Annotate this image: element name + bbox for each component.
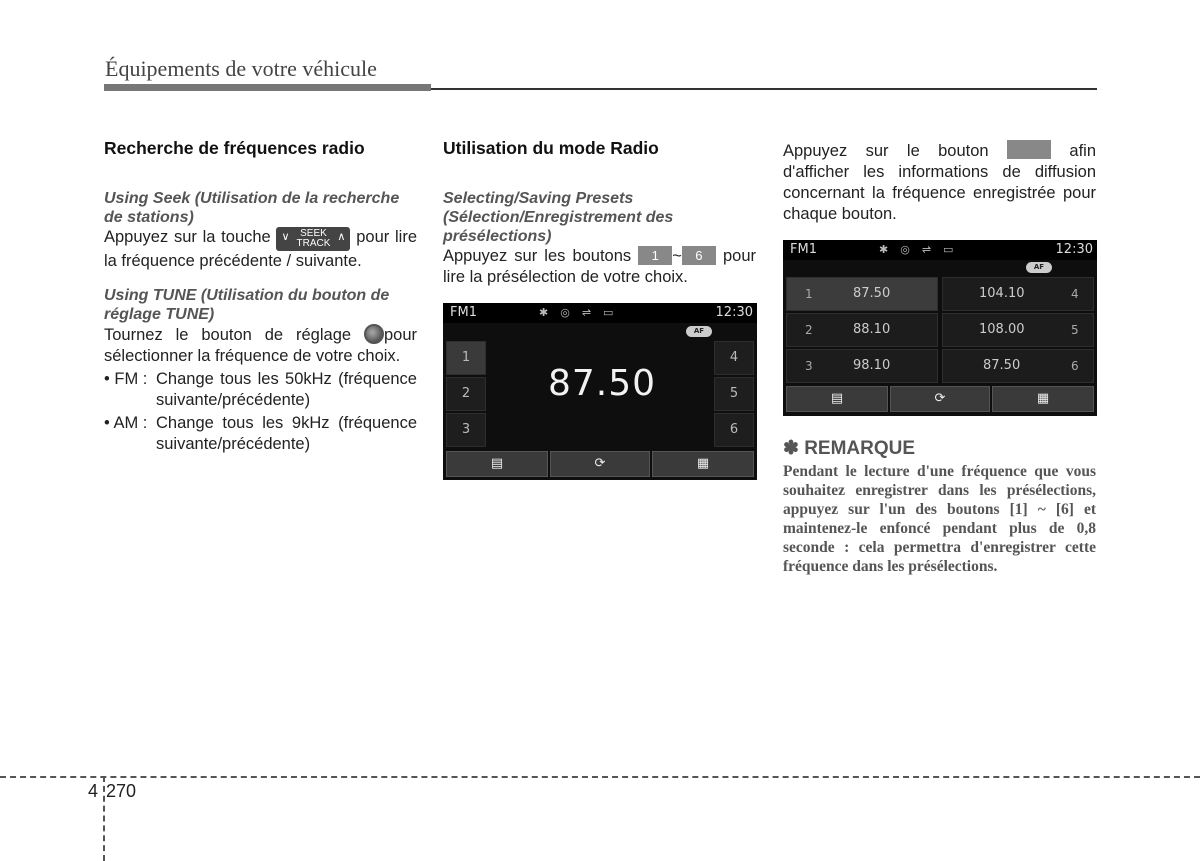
section-heading-radio-search: Recherche de fréquences radio [104,138,365,158]
radio-scan-icon: ⟳ [934,391,946,406]
subheading-seek: Using Seek (Utilisation de la recherche de stations) [104,190,400,226]
preset-row-3[interactable] [786,349,938,383]
tune-knob-icon [364,324,384,344]
scan-button[interactable] [890,386,990,412]
preset-key-last: 6 [682,246,716,265]
preset-number: 5 [1071,323,1079,337]
clock: 12:30 [715,305,753,320]
preset-row-4[interactable] [942,277,1094,311]
bullet-am [104,413,417,455]
preset-row-5[interactable] [942,313,1094,347]
current-frequency: 87.50 [548,363,657,404]
preset-button-6[interactable]: 6 [714,413,754,447]
page-number-value: 270 [106,781,137,801]
usb-icon: ⇌ [921,243,944,256]
clock: 12:30 [1055,242,1093,257]
footer-rule [0,776,1200,778]
info-button[interactable] [786,386,888,412]
preset-number: 2 [805,323,813,337]
battery-icon: ▭ [603,306,626,319]
column-middle [443,138,756,288]
tune-paragraph [104,324,417,367]
bullet-fm [104,369,417,411]
presets-text-after: pour lire la présélection de votre choix. [443,247,756,286]
remark-block [783,416,1096,576]
preset-frequency: 87.50 [853,286,891,301]
seek-paragraph [104,227,417,272]
bluetooth-icon: ✱ [879,243,901,256]
band-label: FM1 [450,305,477,320]
presets-paragraph [443,246,756,288]
status-icons [539,306,625,319]
grid-menu-icon: ▦ [1036,391,1050,406]
remark-title: ✽ REMARQUE [783,438,916,459]
info-key-icon [1007,140,1051,159]
subheading-presets: Selecting/Saving Presets (Sélection/Enregistrement des présélections) [443,190,674,245]
preset-frequency: 104.10 [979,286,1025,301]
seek-track-key [276,227,350,251]
tune-text-after: pour sélectionner la fréquence de votre choix. [104,326,417,365]
info-text-after: afin d'afficher les informations de diffusion concernant la fréquence enregistrée pour chaque bouton. [783,142,1096,223]
presets-text-before: Appuyez sur les boutons [443,247,632,265]
seek-text-after: pour lire la fréquence précédente / suivante. [104,228,417,270]
grid-menu-icon: ▦ [696,456,710,471]
page-header-title: Équipements de votre véhicule [105,56,377,81]
bullet-label: • AM : [104,414,148,432]
preset-number: 1 [805,287,813,301]
menu-button[interactable] [992,386,1094,412]
preset-frequency: 88.10 [853,322,891,337]
header-accent-bar [104,84,431,91]
page-number [88,781,136,802]
radio-info-icon: ▤ [830,391,844,406]
chevron-down-icon: ∨ [281,231,290,243]
preset-button-4[interactable]: 4 [714,341,754,375]
seek-key-bottom: TRACK [296,238,331,249]
disc-icon: ◎ [900,243,922,256]
status-icons [879,243,965,256]
preset-frequency: 108.00 [979,322,1025,337]
disc-icon: ◎ [560,306,582,319]
seek-key-top: SEEK [300,228,327,239]
preset-button-5[interactable]: 5 [714,377,754,411]
info-text-before: Appuyez sur le bouton [783,142,989,160]
preset-row-6[interactable] [942,349,1094,383]
menu-button[interactable] [652,451,754,477]
radio-info-icon: ▤ [490,456,504,471]
header-rule [431,88,1097,90]
radio-screen-main [443,303,757,480]
preset-key-first: 1 [638,246,672,265]
remark-body: Pendant le lecture d'une fréquence que vous souhaitez enregistrer dans les présélections, appuyez sur l'un des boutons [1] ~ [6] et maintenez-le enfoncé pendant plus de 0,8 seconde : cela permettra d'enregistrer cette fréquence dans les présélections. [783,463,1096,575]
chevron-up-icon: ∧ [337,231,346,243]
preset-key-separator: ~ [672,247,682,265]
section-heading-radio-mode: Utilisation du mode Radio [443,138,659,158]
status-bar [443,303,757,323]
section-number: 4 [88,781,99,801]
preset-button-2[interactable]: 2 [446,377,486,411]
af-badge[interactable]: AF [686,326,712,337]
preset-row-2[interactable] [786,313,938,347]
subheading-tune: Using TUNE (Utilisation du bouton de réglage TUNE) [104,287,390,323]
preset-button-1[interactable]: 1 [446,341,486,375]
preset-row-1[interactable] [786,277,938,311]
radio-screen-presets [783,240,1097,416]
preset-frequency: 98.10 [853,358,891,373]
preset-frequency: 87.50 [983,358,1021,373]
seek-text-before: Appuyez sur la touche [104,228,271,246]
band-label: FM1 [790,242,817,257]
tune-text-before: Tournez le bouton de réglage [104,326,352,344]
preset-number: 6 [1071,359,1079,373]
battery-icon: ▭ [943,243,966,256]
column-left [104,138,417,455]
preset-number: 3 [805,359,813,373]
usb-icon: ⇌ [581,306,604,319]
status-bar [783,240,1097,260]
bullet-label: • FM : [104,370,148,388]
info-button[interactable] [446,451,548,477]
af-badge[interactable]: AF [1026,262,1052,273]
bullet-text: Change tous les 9kHz (fréquence suivante/précédente) [156,414,417,453]
column-right [783,138,1096,225]
radio-scan-icon: ⟳ [594,456,606,471]
bluetooth-icon: ✱ [539,306,561,319]
scan-button[interactable] [550,451,650,477]
info-paragraph [783,140,1096,225]
bullet-text: Change tous les 50kHz (fréquence suivante/précédente) [156,370,417,409]
preset-button-3[interactable]: 3 [446,413,486,447]
preset-number: 4 [1071,287,1079,301]
